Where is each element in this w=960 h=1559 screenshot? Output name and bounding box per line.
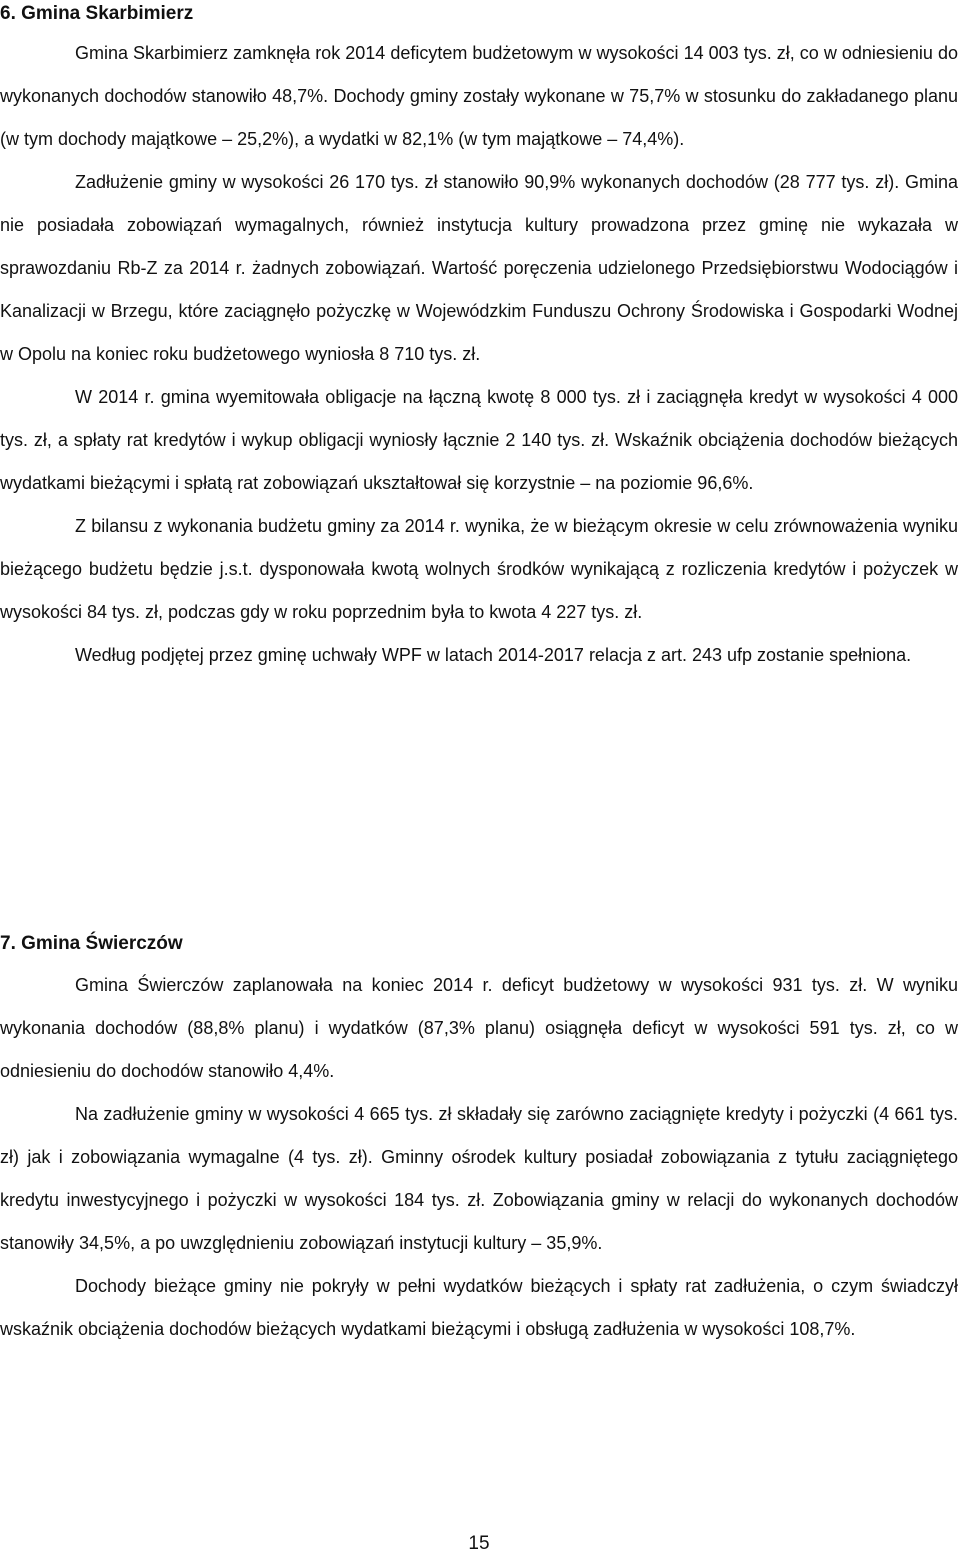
paragraph: Dochody bieżące gminy nie pokryły w pełni wydatków bieżących i spłaty rat zadłużenia, o czym świadczył wskaźnik obciążenia dochodów bieżących wydatkami bieżącymi i obsługą zadłużenia w wysokości 108,7%. [0, 1276, 958, 1339]
page-number: 15 [468, 1533, 490, 1554]
paragraph: Z bilansu z wykonania budżetu gminy za 2014 r. wynika, że w bieżącym okresie w celu zrównoważenia wyniku bieżącego budżetu będzie j.s.t. dysponowała kwotą wolnych środków wynikającą z rozliczenia kredytów i pożyczek w wysokości 84 tys. zł, podczas gdy w roku poprzednim była to kwota 4 227 tys. zł. [0, 516, 958, 622]
section-heading: 6. Gmina Skarbimierz [0, 3, 194, 24]
paragraph: Zadłużenie gminy w wysokości 26 170 tys. zł stanowiło 90,9% wykonanych dochodów (28 777 tys. zł). Gmina nie posiadała zobowiązań wymagalnych, również instytucja kultury prowadzona przez gminę nie wykazała w sprawozdaniu Rb-Z za 2014 r. żadnych zobowiązań. Wartość poręczenia udzielonego Przedsiębiorstwu Wodociągów i Kanalizacji w Brzegu, które zaciągnęło pożyczkę w Wojewódzkim Funduszu Ochrony Środowiska i Gospodarki Wodnej w Opolu na koniec roku budżetowego wyniosła 8 710 tys. zł. [0, 172, 958, 364]
section-heading: 7. Gmina Świerczów [0, 933, 183, 954]
paragraph: Gmina Skarbimierz zamknęła rok 2014 deficytem budżetowym w wysokości 14 003 tys. zł, co w odniesieniu do wykonanych dochodów stanowiło 48,7%. Dochody gminy zostały wykonane w 75,7% w stosunku do zakładanego planu (w tym dochody majątkowe – 25,2%), a wydatki w 82,1% (w tym majątkowe – 74,4%). [0, 43, 958, 149]
section-gmina-swierczow [0, 926, 958, 1351]
paragraph: W 2014 r. gmina wyemitowała obligacje na łączną kwotę 8 000 tys. zł i zaciągnęła kredyt w wysokości 4 000 tys. zł, a spłaty rat kredytów i wykup obligacji wyniosły łącznie 2 140 tys. zł. Wskaźnik obciążenia dochodów bieżących wydatkami bieżącymi i spłatą rat zobowiązań ukształtował się korzystnie – na poziomie 96,6%. [0, 387, 958, 493]
paragraph: Na zadłużenie gminy w wysokości 4 665 tys. zł składały się zarówno zaciągnięte kredyty i pożyczki (4 661 tys. zł) jak i zobowiązania wymagalne (4 tys. zł). Gminny ośrodek kultury posiadał zobowiązania z tytułu zaciągniętego kredytu inwestycyjnego i pożyczki w wysokości 184 tys. zł. Zobowiązania gminy w relacji do wykonanych dochodów stanowiły 34,5%, a po uwzględnieniu zobowiązań instytucji kultury – 35,9%. [0, 1104, 958, 1253]
paragraph: Gmina Świerczów zaplanowała na koniec 2014 r. deficyt budżetowy w wysokości 931 tys. zł. W wyniku wykonania dochodów (88,8% planu) i wydatków (87,3% planu) osiągnęła deficyt w wysokości 591 tys. zł, co w odniesieniu do dochodów stanowiło 4,4%. [0, 975, 958, 1081]
paragraph: Według podjętej przez gminę uchwały WPF w latach 2014-2017 relacja z art. 243 ufp zostanie spełniona. [75, 645, 912, 665]
section-gmina-skarbimierz [0, 0, 958, 677]
